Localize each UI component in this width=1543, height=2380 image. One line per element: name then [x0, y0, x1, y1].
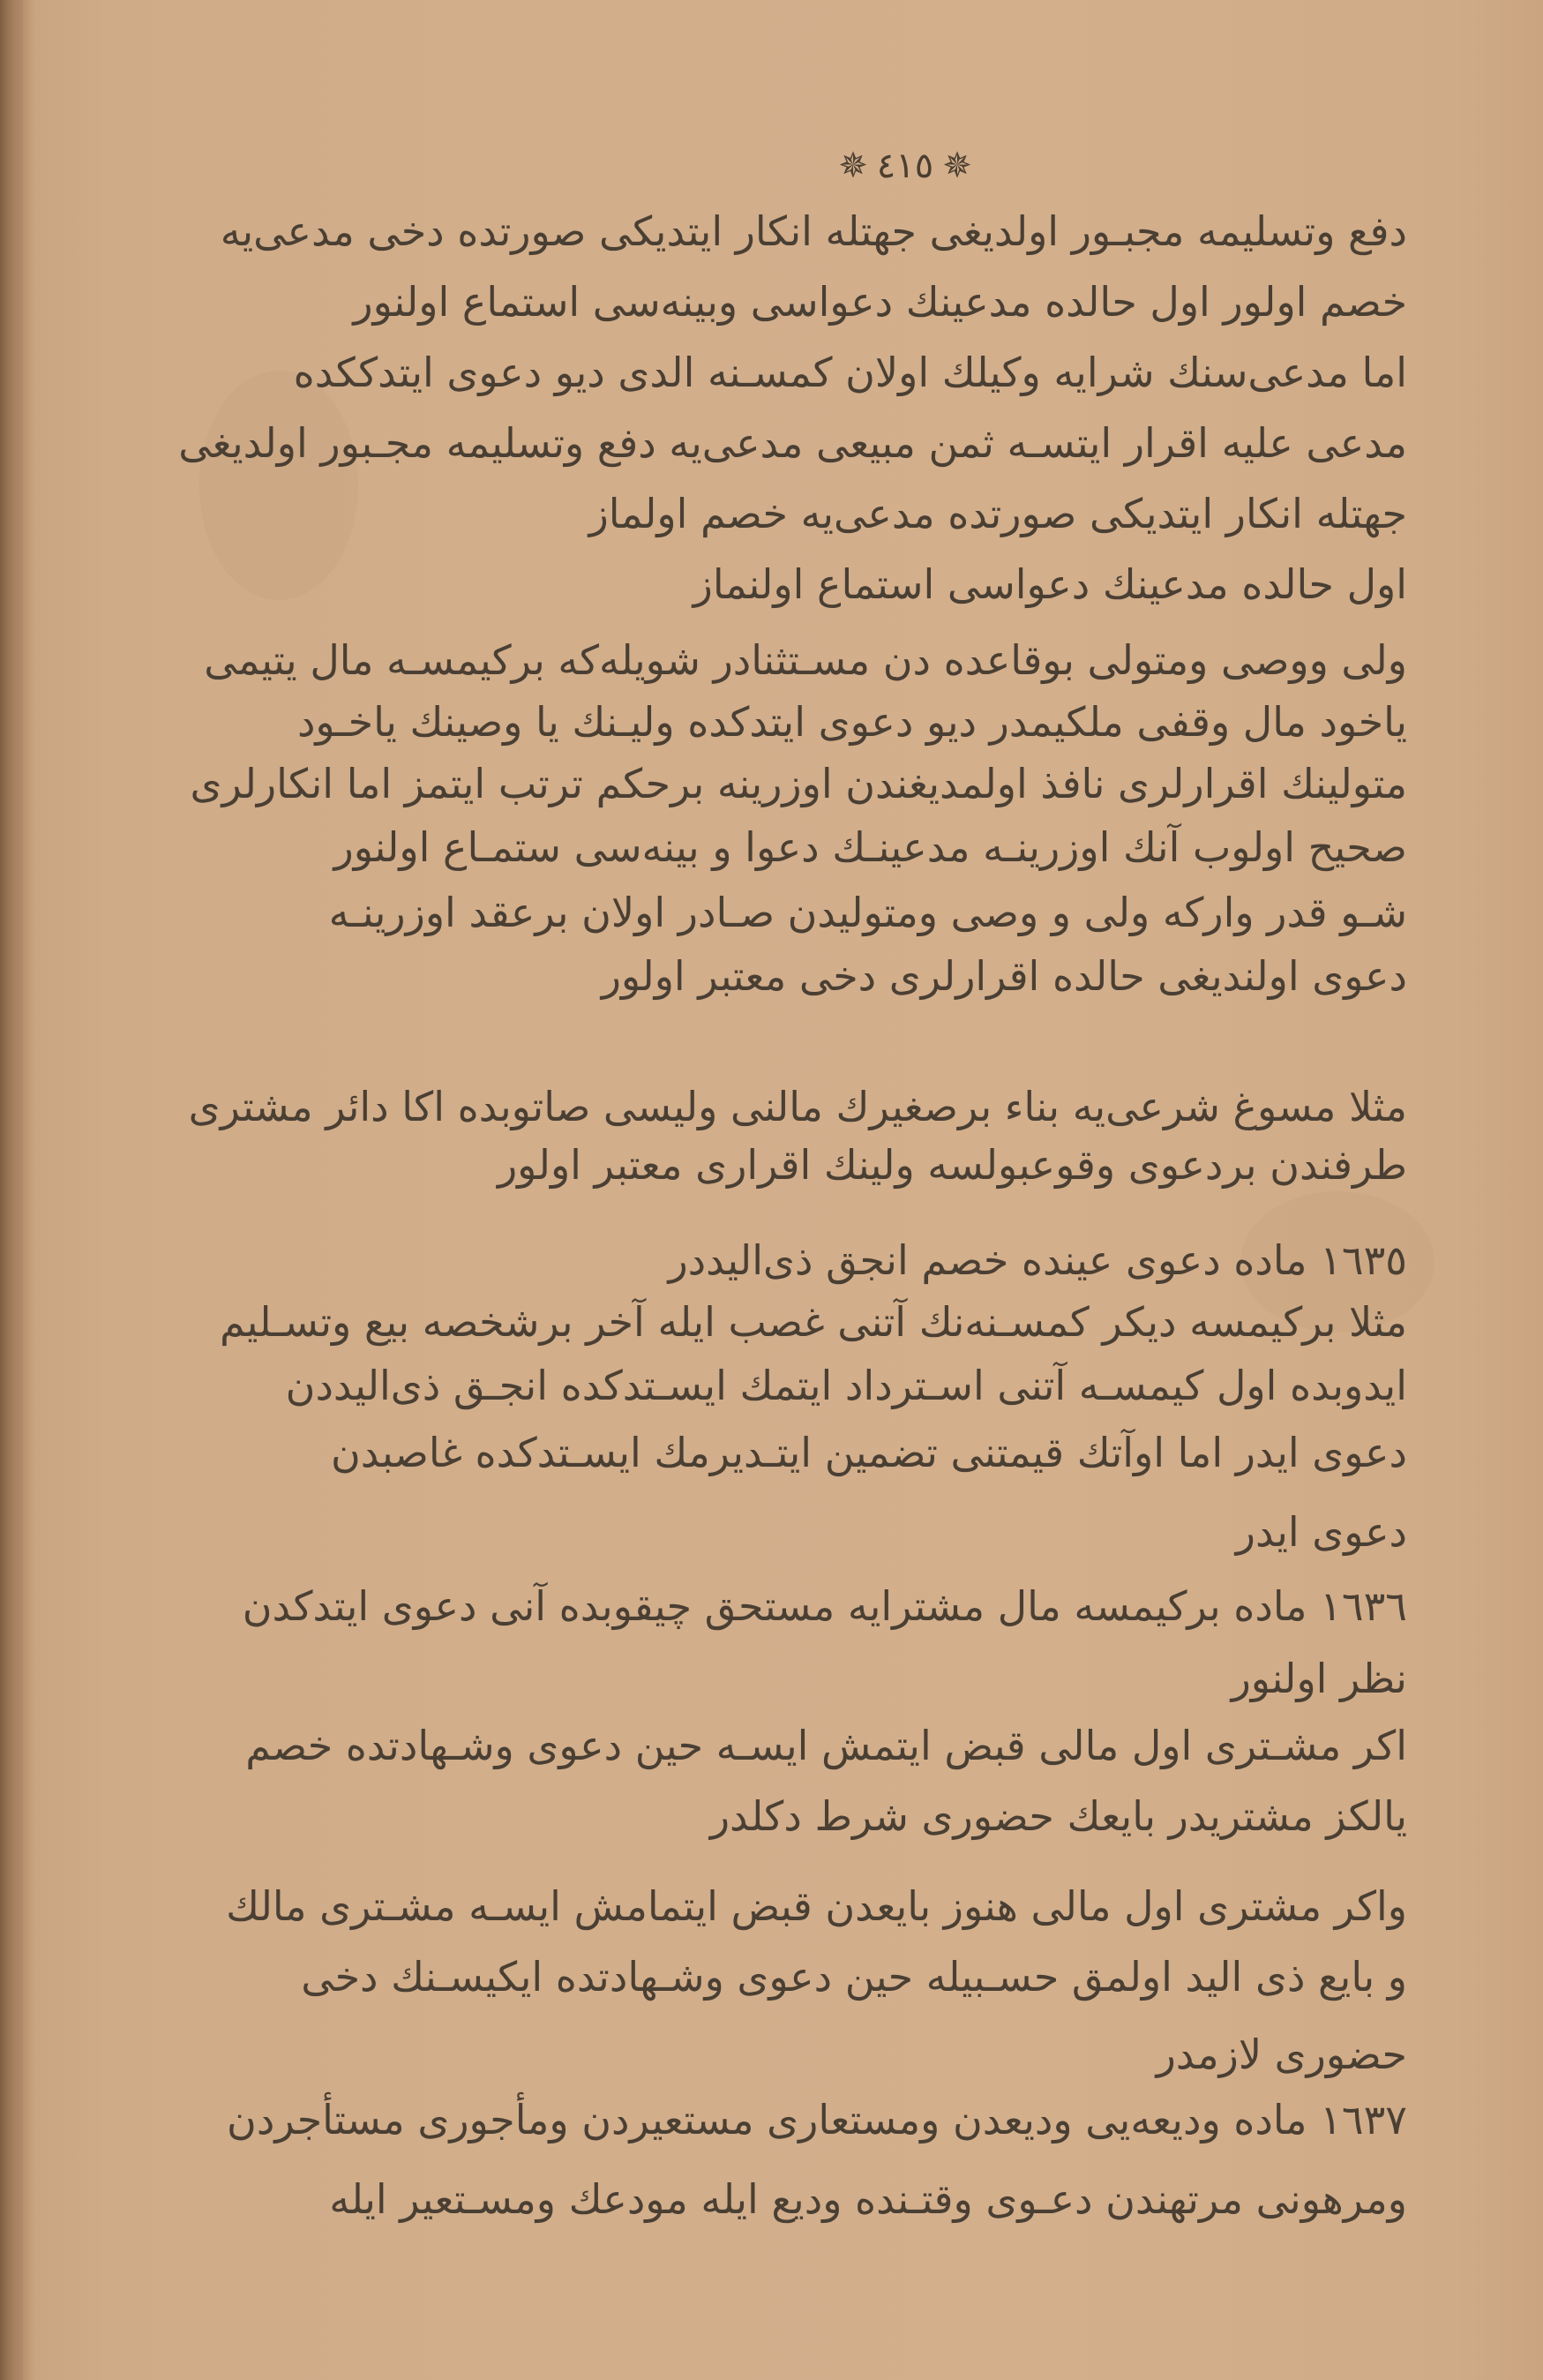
text-line: خصم اولور اول حالده مدعینك دعواسی وبینه‌سی استماع اولنور — [353, 278, 1407, 326]
text-line: نظر اولنور — [1231, 1655, 1407, 1702]
text-line: اما مدعی‌سنك شرایه وکیلك اولان کمسـنه الدی دیو دعوی ایتدککده — [293, 349, 1407, 396]
ornament-icon: ✵ — [942, 146, 972, 186]
text-line: اول حالده مدعینك دعواسی استماع اولنماز — [693, 560, 1407, 608]
text-line: یاخود مال وقفی ملکیمدر دیو دعوی ایتدکده ولیـنك یا وصینك یاخـود — [296, 698, 1407, 746]
text-line: حضوری لازمدر — [1156, 2031, 1407, 2078]
text-line: ولی ووصی ومتولی بوقاعده دن مسـتثنادر شویله‌که برکیمسـه مال یتیمی — [204, 636, 1407, 684]
text-line: صحیح اولوب آنك اوزرینـه مدعینـك دعوا و بینه‌سی ستمـاع اولنور — [333, 823, 1407, 871]
article-heading-1636: ١٦٣٦ ماده برکیمسه مال مشترایه مستحق چیقوبده آنی دعوی ایتدکدن — [242, 1582, 1407, 1630]
text-line: ایدوبده اول کیمسـه آتنی اسـترداد ایتمك ایسـتدکده انجـق ذی‌الیددن — [285, 1362, 1407, 1409]
body-text — [23, 0, 1543, 2380]
text-line: مثلا برکیمسه دیکر کمسـنه‌نك آتنی غصب ایله آخر برشخصه بیع وتسـلیم — [219, 1298, 1407, 1346]
text-line: دعوی اولندیغی حالده اقرارلری دخی معتبر اولور — [601, 952, 1407, 1000]
book-page — [23, 0, 1543, 2380]
text-line: و بایع ذی الید اولمق حسـبیله حین دعوی وشـهادتده ایکیسـنك دخی — [301, 1953, 1407, 2001]
text-line: یالکز مشتریدر بایعك حضوری شرط دکلدر — [709, 1792, 1407, 1840]
text-line: طرفندن بردعوی وقوعبولسه ولینك اقراری معتبر اولور — [497, 1141, 1407, 1189]
text-line: دفع وتسلیمه مجبـور اولدیغی جهتله انکار ایتدیکی صورتده دخی مدعی‌یه — [220, 207, 1407, 255]
article-heading-1635: ١٦٣٥ ماده دعوی عینده خصم انجق ذی‌الیددر — [668, 1236, 1407, 1284]
text-line: دعوی ایدر اما اوآتك قیمتنی تضمین ایتـدیرمك ایسـتدکده غاصبدن — [330, 1429, 1407, 1476]
text-line: شـو قدر وارکه ولی و وصی ومتولیدن صـادر اولان برعقد اوزرینـه — [328, 889, 1407, 936]
text-line: ومرهونی مرتهندن دعـوی وقتـنده ودیع ایله مودعك ومسـتعیر ایله — [329, 2175, 1407, 2223]
text-line: متولینك اقرارلری نافذ اولمدیغندن اوزرینه برحکم ترتب ایتمز اما انکارلری — [190, 760, 1407, 807]
book-spine-edge — [0, 0, 23, 2380]
text-line: واکر مشتری اول مالی هنوز بایعدن قبض ایتمامش ایسـه مشـتری مالك — [226, 1882, 1407, 1930]
text-line: مدعی علیه اقرار ایتسـه ثمن مبیعی مدعی‌یه دفع وتسلیمه مجـبور اولدیغی — [178, 419, 1407, 467]
article-heading-1637: ١٦٣٧ ماده ودیعه‌یی ودیعدن ومستعاری مستعیردن ومأجوری مستأجردن — [227, 2096, 1407, 2144]
text-line: دعوی ایدر — [1235, 1508, 1407, 1556]
page-number: ٤١٥ — [876, 146, 934, 186]
text-line: اکر مشـتری اول مالی قبض ایتمش ایسـه حین دعوی وشـهادتده خصم — [245, 1722, 1407, 1769]
text-line: جهتله انکار ایتدیکی صورتده مدعی‌یه خصم اولماز — [588, 490, 1407, 537]
ornament-icon: ✵ — [838, 146, 868, 186]
text-line: مثلا مسوغ شرعی‌یه بناء برصغیرك مالنی ولیسی صاتوبده اکا دائر مشتری — [188, 1083, 1407, 1130]
